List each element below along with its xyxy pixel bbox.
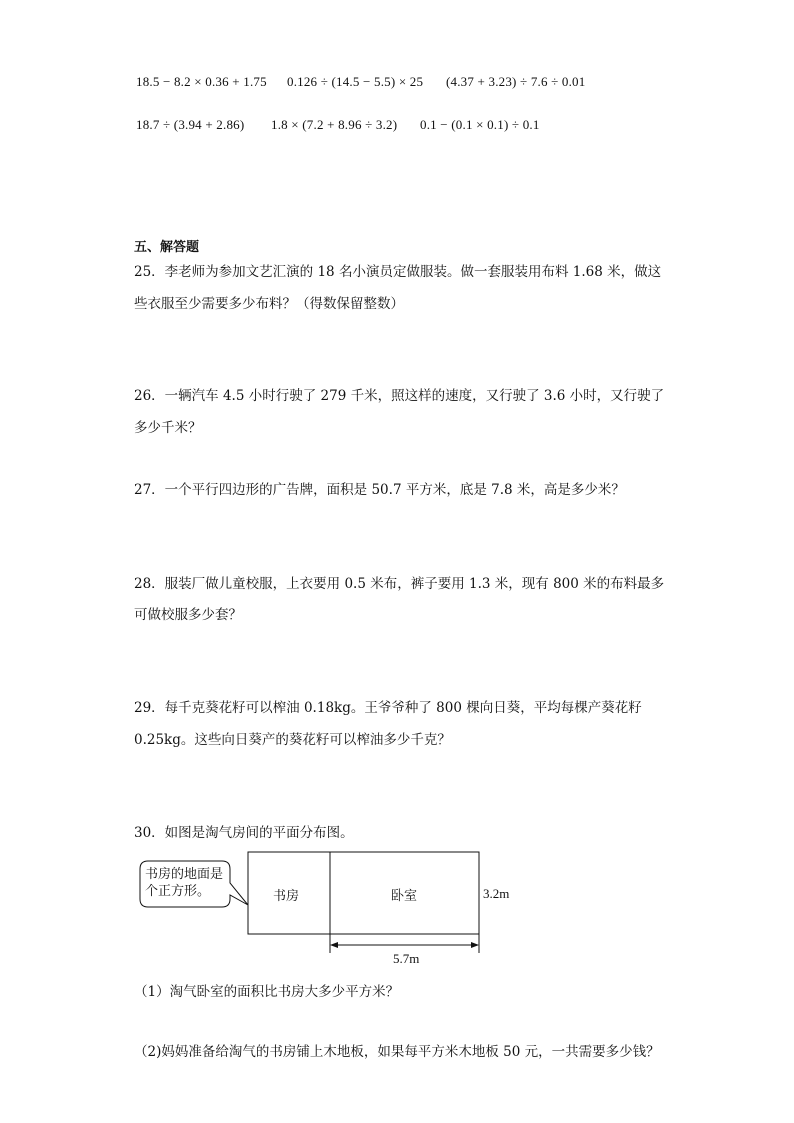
question-29-line-1: 29．每千克葵花籽可以榨油 0.18kg。王爷爷种了 800 棵向日葵，平均每棵产葵花籽 (134, 700, 642, 716)
expression-1: 18.5 − 8.2 × 0.36 + 1.75 (136, 74, 267, 89)
floor-plan-drawing (130, 845, 530, 975)
question-28-line-2: 可做校服多少套？ (134, 607, 242, 623)
section-title: 五、解答题 (134, 240, 200, 255)
expression-2: 0.126 ÷ (14.5 − 5.5) × 25 (287, 74, 424, 89)
expression-5: 1.8 × (7.2 + 8.96 ÷ 3.2) (271, 117, 398, 132)
question-30-sub-1: （1）淘气卧室的面积比书房大多少平方米？ (134, 984, 400, 1000)
question-25-line-2: 些衣服至少需要多少布料？（得数保留整数） (134, 296, 404, 312)
room-floor-plan (130, 845, 530, 975)
question-26-line-1: 26．一辆汽车 4.5 小时行驶了 279 千米，照这样的速度，又行驶了 3.6 小时，又行驶了 (134, 388, 665, 404)
height-label: 3.2m (483, 886, 510, 901)
expression-3: (4.37 + 3.23) ÷ 7.6 ÷ 0.01 (446, 74, 586, 89)
question-28-line-1: 28．服装厂做儿童校服，上衣要用 0.5 米布，裤子要用 1.3 米，现有 800 米的布料最多 (134, 576, 665, 592)
expression-6: 0.1 − (0.1 × 0.1) ÷ 0.1 (420, 117, 540, 132)
question-30-sub-2: （2)妈妈准备给淘气的书房铺上木地板，如果每平方米木地板 50 元，一共需要多少钱？ (134, 1044, 660, 1060)
study-room-label: 书房 (273, 889, 300, 904)
bubble-text-line-1: 书房的地面是 (145, 867, 224, 882)
question-30-line-1: 30．如图是淘气房间的平面分布图。 (134, 825, 354, 841)
width-label: 5.7m (393, 951, 420, 966)
bedroom-label: 卧室 (391, 889, 418, 904)
question-26-line-2: 多少千米？ (134, 420, 202, 436)
question-29-line-2: 0.25kg。这些向日葵产的葵花籽可以榨油多少千克？ (134, 732, 451, 748)
arrow-right-icon (471, 942, 479, 948)
question-25-line-1: 25．李老师为参加文艺汇演的 18 名小演员定做服装。做一套服装用布料 1.68 米，做这 (134, 264, 662, 280)
question-27-line-1: 27．一个平行四边形的广告牌，面积是 50.7 平方米，底是 7.8 米，高是多少米？ (134, 482, 625, 498)
bubble-text-line-2: 个正方形。 (145, 884, 211, 899)
expression-4: 18.7 ÷ (3.94 + 2.86) (136, 117, 245, 132)
arrow-left-icon (330, 942, 338, 948)
